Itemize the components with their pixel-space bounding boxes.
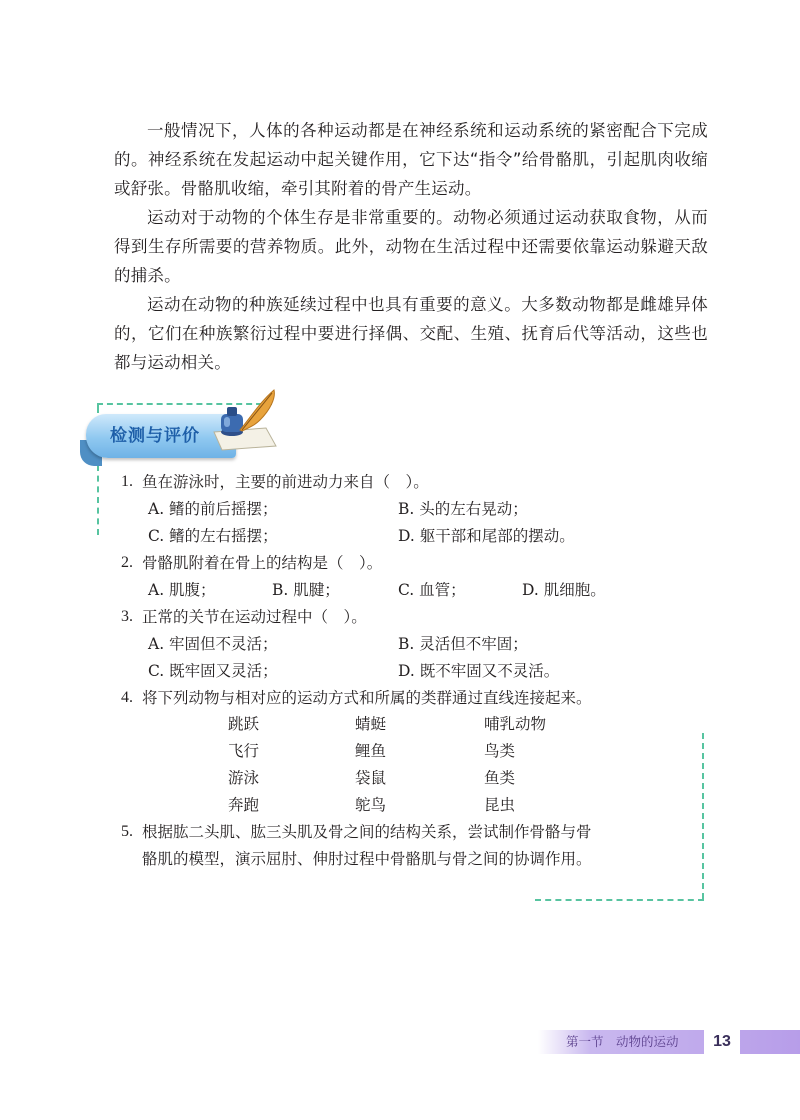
inkwell-quill-icon [206, 388, 282, 452]
review-box-border-bottom [535, 899, 704, 901]
q1-number: 1. [121, 473, 133, 490]
q2-option-d: D. 肌细胞。 [522, 581, 606, 599]
q5-text-line1: 根据肱二头肌、肱三头肌及骨之间的结构关系，尝试制作骨骼与骨 [142, 823, 592, 841]
review-title: 检测与评价 [110, 426, 200, 446]
q4-text: 将下列动物与相对应的运动方式和所属的类群通过直线连接起来。 [142, 689, 592, 707]
footer-section-title: 第一节 动物的运动 [566, 1034, 679, 1049]
q3-option-b: B. 灵活但不牢固； [398, 635, 528, 653]
q1-option-c: C. 鳍的左右摇摆； [148, 527, 278, 545]
q4-group-2: 鸟类 [484, 742, 516, 760]
q2-option-b: B. 肌腱； [272, 581, 340, 599]
q4-movement-2: 飞行 [228, 742, 260, 760]
page-number: 13 [704, 1030, 740, 1054]
q2-option-a: A. 肌腹； [148, 581, 216, 599]
q2-option-c: C. 血管； [398, 581, 466, 599]
q1-option-a: A. 鳍的前后摇摆； [148, 500, 278, 518]
paragraph-3: 运动在动物的种族延续过程中也具有重要的意义。大多数动物都是雌雄异体的，它们在种族繁衍过程中要进行择偶、交配、生殖、抚育后代等活动，这些也都与运动相关。 [114, 295, 708, 372]
q4-number: 4. [121, 689, 133, 706]
q4-movement-1: 跳跃 [228, 715, 260, 733]
q1-text: 鱼在游泳时，主要的前进动力来自（ ）。 [142, 473, 429, 491]
q2-number: 2. [121, 554, 133, 571]
review-box-border-left-lower [97, 465, 99, 535]
q3-text: 正常的关节在运动过程中（ ）。 [142, 608, 367, 626]
q1-option-b: B. 头的左右晃动； [398, 500, 528, 518]
q3-option-c: C. 既牢固又灵活； [148, 662, 278, 680]
q3-number: 3. [121, 608, 133, 625]
q4-animal-4: 鸵鸟 [355, 796, 387, 814]
q4-animal-1: 蜻蜓 [355, 715, 387, 733]
q3-option-d: D. 既不牢固又不灵活。 [398, 662, 560, 680]
q4-group-3: 鱼类 [484, 769, 516, 787]
q4-group-1: 哺乳动物 [484, 715, 547, 733]
paragraph-1: 一般情况下，人体的各种运动都是在神经系统和运动系统的紧密配合下完成的。神经系统在发起运动中起关键作用，它下达“指令”给骨骼肌，引起肌肉收缩或舒张。骨骼肌收缩，牵引其附着的骨产生运动。 [114, 121, 708, 198]
q4-animal-3: 袋鼠 [355, 769, 387, 787]
paragraph-2: 运动对于动物的个体生存是非常重要的。动物必须通过运动获取食物，从而得到生存所需要的营养物质。此外，动物在生活过程中还需要依靠运动躲避天敌的捕杀。 [114, 208, 708, 285]
q1-option-d: D. 躯干部和尾部的摆动。 [398, 527, 575, 545]
review-box-border-left [97, 405, 99, 413]
q2-text: 骨骼肌附着在骨上的结构是（ ）。 [142, 554, 383, 572]
q4-movement-3: 游泳 [228, 769, 260, 787]
q4-group-4: 昆虫 [484, 796, 516, 814]
q4-movement-4: 奔跑 [228, 796, 260, 814]
q5-text-line2: 骼肌的模型，演示屈肘、伸肘过程中骨骼肌与骨之间的协调作用。 [142, 850, 592, 868]
review-box-border-right [702, 733, 704, 899]
q5-number: 5. [121, 823, 133, 840]
q3-option-a: A. 牢固但不灵活； [148, 635, 278, 653]
q4-animal-2: 鲤鱼 [355, 742, 387, 760]
